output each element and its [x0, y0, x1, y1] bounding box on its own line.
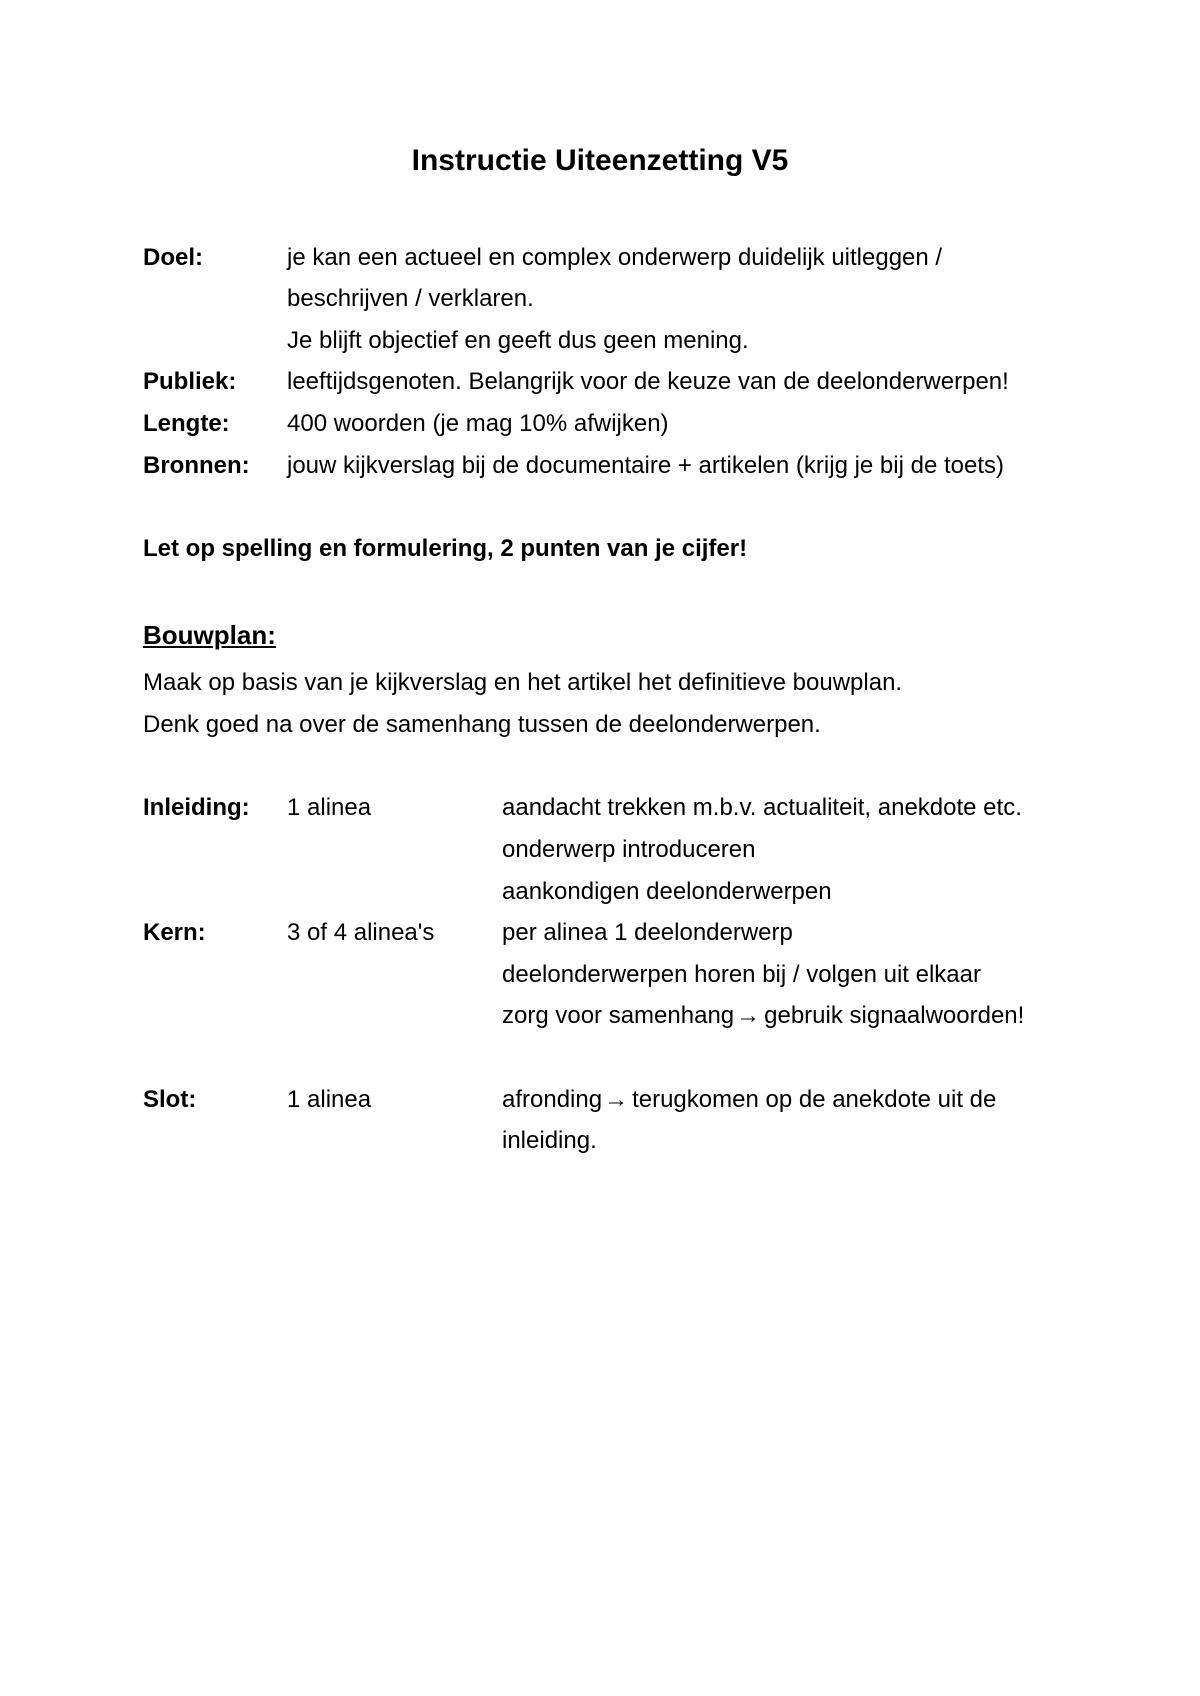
notice-text: Let op spelling en formulering, 2 punten van je cijfer! [143, 535, 748, 562]
slot-point-after: terugkomen op de anekdote uit de [632, 1086, 997, 1113]
bouwplan-intro-line-1: Maak op basis van je kijkverslag en het artikel het definitieve bouwplan. [143, 669, 903, 696]
publiek-value: leeftijdsgenoten. Belangrijk voor de keuze van de deelonderwerpen! [287, 368, 1009, 395]
lengte-label: Lengte: [143, 410, 230, 437]
slot-point [502, 1085, 996, 1115]
inleiding-point-2: onderwerp introduceren [502, 836, 756, 863]
arrow-right-icon: → [604, 1086, 629, 1113]
lengte-value: 400 woorden (je mag 10% afwijken) [287, 410, 669, 437]
slot-point-line-2: inleiding. [502, 1127, 597, 1154]
kern-point-3-after: gebruik signaalwoorden! [764, 1002, 1025, 1029]
doel-line-1: je kan een actueel en complex onderwerp duidelijk uitleggen / [287, 244, 943, 271]
arrow-right-icon: → [736, 1002, 761, 1029]
document-title: Instructie Uiteenzetting V5 [411, 144, 789, 177]
kern-point-2: deelonderwerpen horen bij / volgen uit elkaar [502, 961, 981, 988]
bouwplan-heading: Bouwplan: [143, 620, 276, 650]
kern-point-3-before: zorg voor samenhang [502, 1002, 735, 1029]
doel-label: Doel: [143, 244, 203, 271]
inleiding-point-3: aankondigen deelonderwerpen [502, 878, 832, 905]
doel-line-2: beschrijven / verklaren. [287, 285, 534, 312]
inleiding-label: Inleiding: [143, 794, 250, 821]
kern-label: Kern: [143, 919, 206, 946]
bronnen-label: Bronnen: [143, 452, 250, 479]
inleiding-amount: 1 alinea [287, 794, 372, 821]
kern-point-3 [502, 1001, 1024, 1031]
slot-point-before: afronding [502, 1086, 603, 1113]
slot-label: Slot: [143, 1086, 197, 1113]
inleiding-point-1: aandacht trekken m.b.v. actualiteit, anekdote etc. [502, 794, 1022, 821]
publiek-label: Publiek: [143, 368, 237, 395]
bouwplan-intro-line-2: Denk goed na over de samenhang tussen de deelonderwerpen. [143, 711, 821, 738]
bronnen-value: jouw kijkverslag bij de documentaire + artikelen (krijg je bij de toets) [287, 452, 1004, 479]
kern-point-1: per alinea 1 deelonderwerp [502, 919, 793, 946]
doel-line-3: Je blijft objectief en geeft dus geen mening. [287, 327, 749, 354]
slot-amount: 1 alinea [287, 1086, 372, 1113]
kern-amount: 3 of 4 alinea's [287, 919, 435, 946]
